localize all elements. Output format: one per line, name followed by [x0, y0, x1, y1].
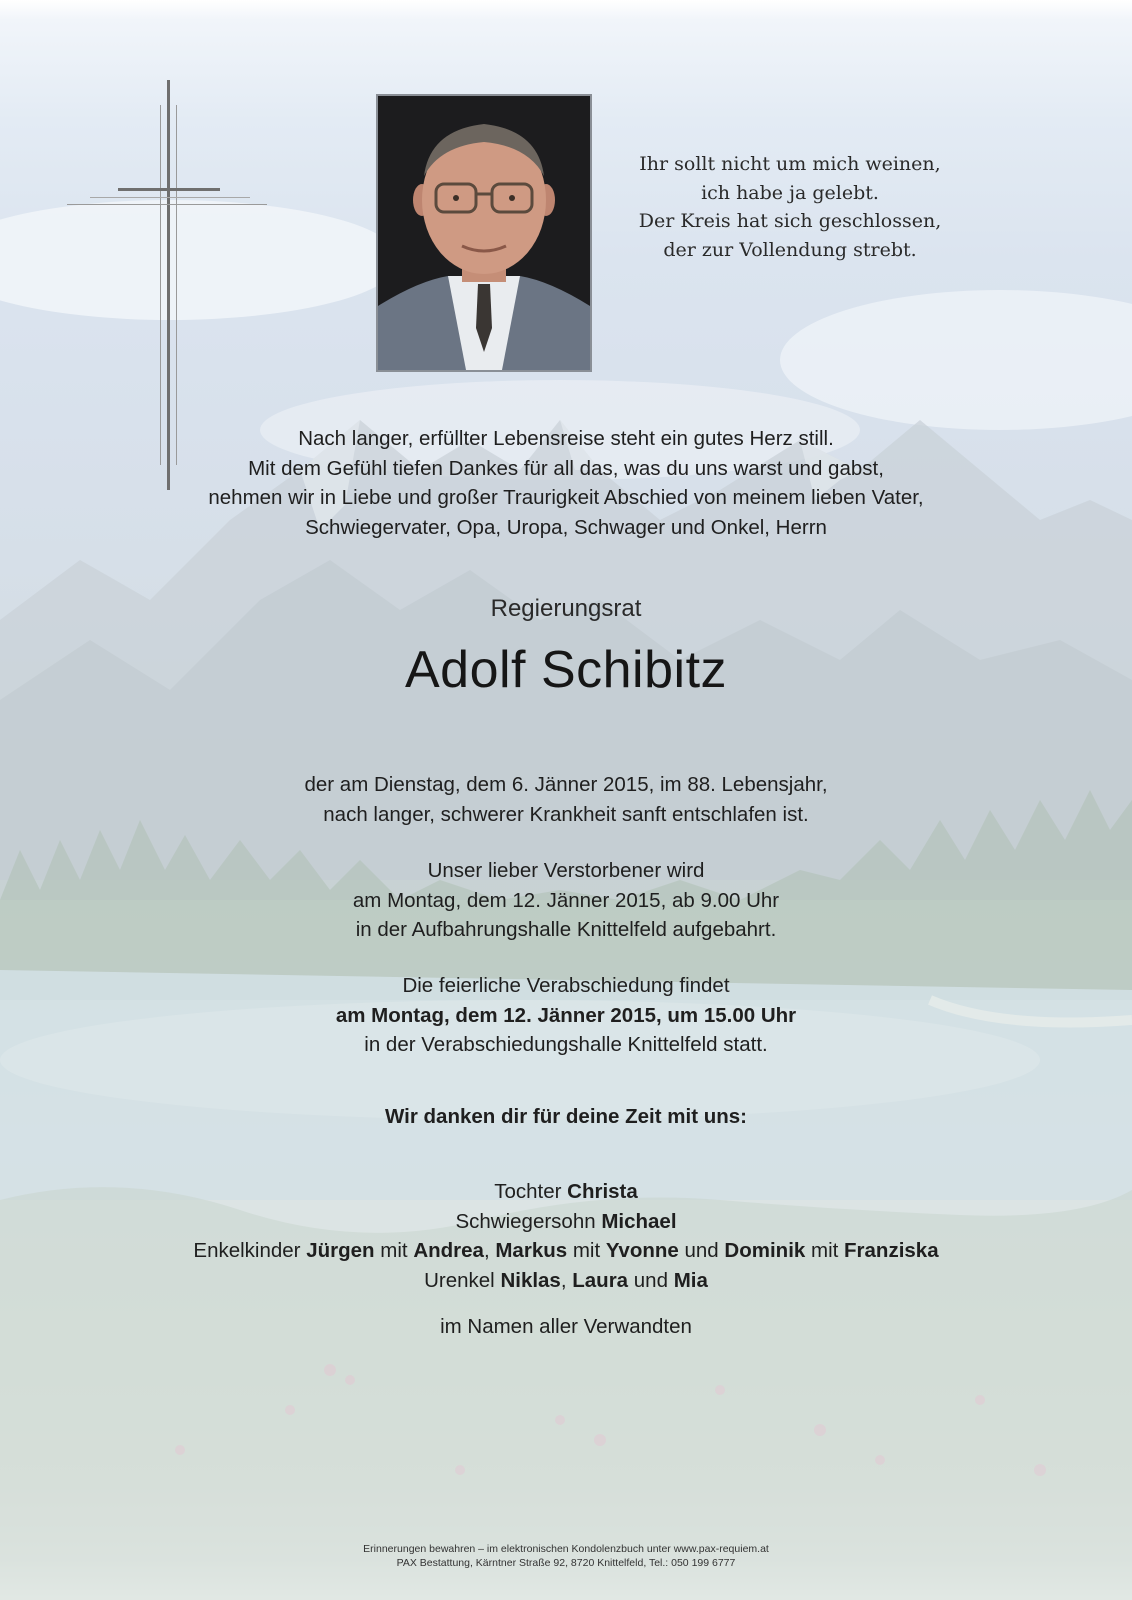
viewing-line: Unser lieber Verstorbener wird	[427, 859, 705, 882]
intro-line: Nach langer, erfüllter Lebensreise steht ein gutes Herz still.	[298, 427, 834, 450]
poem-line: Der Kreis hat sich geschlossen,	[638, 210, 942, 232]
family-list	[0, 1177, 1132, 1295]
family-son-in-law: Schwiegersohn Michael	[455, 1209, 677, 1233]
deceased-title: Regierungsrat	[490, 595, 642, 622]
farewell-line: Die feierliche Verabschiedung findet	[402, 974, 730, 997]
intro-text	[0, 424, 1132, 542]
intro-line: Mit dem Gefühl tiefen Dankes für all das, was du uns warst und gabst,	[248, 456, 884, 480]
viewing-line: am Montag, dem 12. Jänner 2015, ab 9.00 Uhr	[352, 888, 780, 912]
footer	[0, 1542, 1132, 1570]
farewell-date: am Montag, dem 12. Jänner 2015, um 15.00 Uhr	[335, 1003, 797, 1027]
farewell-notice	[0, 971, 1132, 1060]
farewell-line: in der Verabschiedungshalle Knittelfeld statt.	[364, 1033, 768, 1056]
family-daughter: Tochter Christa	[494, 1180, 638, 1203]
footer-address-line: PAX Bestattung, Kärntner Straße 92, 8720 Knittelfeld, Tel.: 050 199 6777	[396, 1557, 736, 1569]
thanks-line: Wir danken dir für deine Zeit mit uns:	[384, 1105, 747, 1128]
death-line: nach langer, schwerer Krankheit sanft entschlafen ist.	[323, 802, 809, 826]
deceased-name: Adolf Schibitz	[404, 641, 728, 699]
poem-line: ich habe ja gelebt.	[701, 181, 879, 204]
death-line: der am Dienstag, dem 6. Jänner 2015, im 88. Lebensjahr,	[304, 773, 828, 796]
memorial-poem	[600, 150, 980, 264]
intro-line: nehmen wir in Liebe und großer Traurigkeit Abschied von meinem lieben Vater,	[208, 486, 924, 509]
poem-line: der zur Vollendung strebt.	[663, 238, 917, 261]
closing-line: im Namen aller Verwandten	[440, 1315, 692, 1338]
death-notice	[0, 770, 1132, 829]
intro-line: Schwiegervater, Opa, Uropa, Schwager und Onkel, Herrn	[305, 515, 827, 539]
family-great-grandchildren: Urenkel Niklas, Laura und Mia	[424, 1268, 708, 1292]
poem-line: Ihr sollt nicht um mich weinen,	[639, 153, 941, 175]
viewing-line: in der Aufbahrungshalle Knittelfeld aufgebahrt.	[355, 918, 777, 941]
footer-condolence-line: Erinnerungen bewahren – im elektronischen Kondolenzbuch unter www.pax-requiem.at	[363, 1543, 769, 1555]
viewing-notice	[0, 856, 1132, 945]
deceased-portrait	[376, 94, 592, 372]
family-grandchildren: Enkelkinder Jürgen mit Andrea, Markus mit Yvonne und Dominik mit Franziska	[193, 1239, 939, 1262]
